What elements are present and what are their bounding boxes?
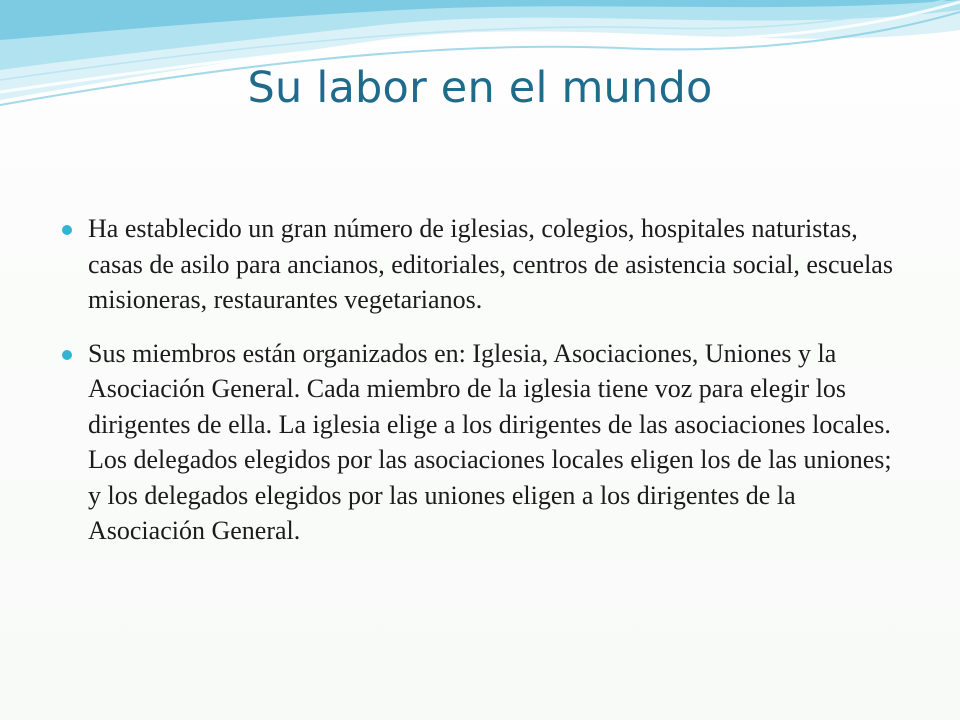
- list-item: [0, 336, 960, 549]
- list-item: [0, 211, 960, 318]
- slide-title: Su labor en el mundo: [247, 63, 713, 113]
- bullet-icon: [62, 350, 72, 360]
- bullet-text: Ha establecido un gran número de iglesias, colegios, hospitales naturistas, casas de asilo para ancianos, editoriales, centros de asistencia social, escuelas misioneras, restaurantes vegetarianos.: [88, 214, 893, 314]
- bullet-text: Sus miembros están organizados en: Iglesia, Asociaciones, Uniones y la Asociación General. Cada miembro de la iglesia tiene voz para elegir los dirigentes de ella. La iglesia elige a los dirigentes de las asociaciones locales. Los delegados elegidos por las asociaciones locales eligen los de las uniones; y los delegados elegidos por las uniones eligen a los dirigentes de la Asociación General.: [88, 338, 892, 545]
- bullet-icon: [62, 225, 72, 235]
- bullet-list: [0, 211, 960, 567]
